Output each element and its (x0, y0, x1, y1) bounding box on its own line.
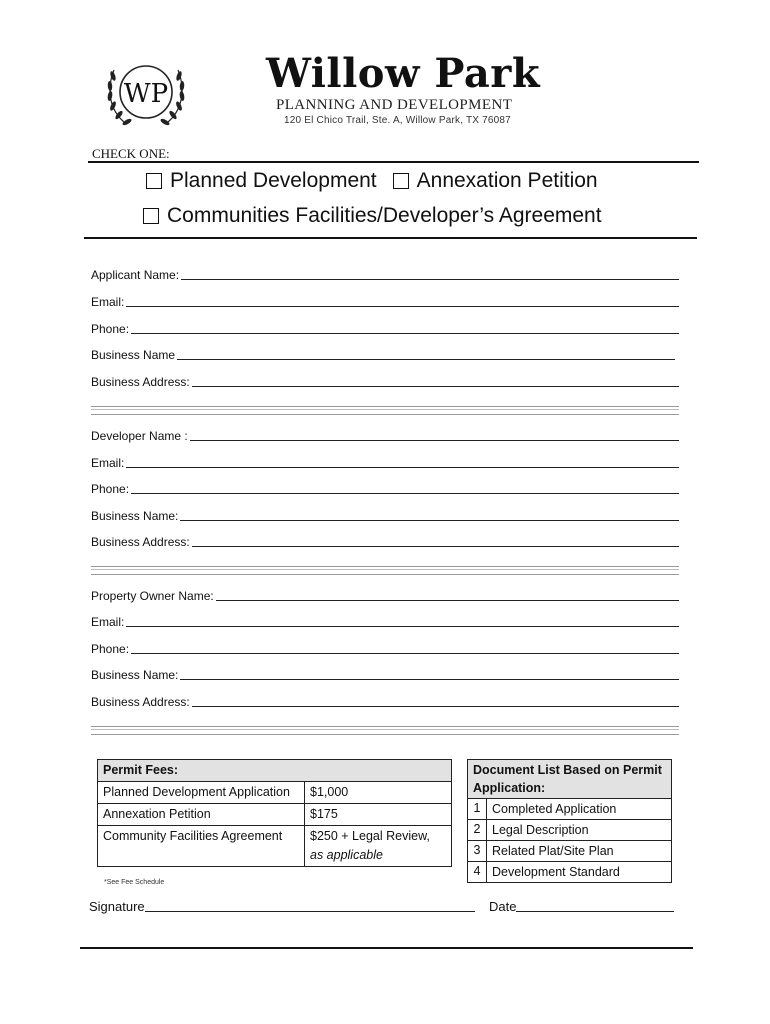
option-community-facilities[interactable] (143, 204, 602, 228)
bottom-rule (80, 947, 693, 949)
owner-business-name-field[interactable] (91, 666, 679, 682)
fee-schedule-note: *See Fee Schedule (104, 879, 165, 886)
checkbox[interactable] (143, 208, 159, 224)
doc-number: 1 (468, 799, 487, 820)
input-line[interactable] (192, 385, 679, 387)
org-name: Willow Park (266, 50, 541, 97)
option-label: Communities Facilities/Developer’s Agreement (167, 204, 602, 227)
table-row (98, 826, 452, 867)
checkbox[interactable] (393, 173, 409, 189)
option-planned-development[interactable] (146, 169, 377, 193)
willow-park-logo (104, 52, 188, 132)
field-label: Email: (91, 615, 125, 629)
fee-item: Planned Development Application (98, 782, 305, 804)
option-annexation-petition[interactable] (393, 169, 598, 193)
field-label: Email: (91, 456, 125, 470)
applicant-business-name-field[interactable] (91, 346, 675, 362)
developer-business-name-field[interactable] (91, 507, 679, 523)
applicant-name-field[interactable] (91, 266, 679, 282)
doc-number: 3 (468, 841, 487, 862)
option-label: Annexation Petition (416, 169, 598, 192)
input-line[interactable] (190, 439, 679, 441)
table-row (468, 799, 672, 820)
input-line[interactable] (177, 358, 675, 360)
logo-initials: WP (123, 79, 169, 109)
field-label: Phone: (91, 482, 130, 496)
developer-business-address-field[interactable] (91, 533, 679, 549)
fee-item: Community Facilities Agreement (98, 826, 305, 867)
input-line[interactable] (131, 332, 679, 334)
option-label: Planned Development (170, 169, 377, 192)
input-line[interactable] (180, 519, 679, 521)
fee-amount: $175 (305, 804, 452, 826)
doc-number: 4 (468, 862, 487, 883)
field-label: Phone: (91, 642, 130, 656)
input-line[interactable] (192, 705, 679, 707)
fee-note: as applicable (310, 848, 383, 862)
input-line[interactable] (126, 466, 679, 468)
table-row (468, 862, 672, 883)
owner-business-address-field[interactable] (91, 693, 679, 709)
org-address: 120 El Chico Trail, Ste. A, Willow Park, TX 76087 (284, 115, 511, 126)
table-row (98, 782, 452, 804)
doc-number: 2 (468, 820, 487, 841)
doc-item: Development Standard (487, 862, 672, 883)
top-rule (88, 161, 699, 163)
checkbox[interactable] (146, 173, 162, 189)
fee-amount: $250 + Legal Review, (310, 829, 430, 843)
applicant-email-field[interactable] (91, 293, 679, 309)
permit-fees-header: Permit Fees: (98, 760, 452, 782)
date-field[interactable] (489, 899, 674, 914)
check-row-2 (143, 204, 602, 228)
org-subtitle: PLANNING AND DEVELOPMENT (276, 97, 513, 113)
table-row (98, 804, 452, 826)
fee-item: Annexation Petition (98, 804, 305, 826)
table-header-row (98, 760, 452, 782)
fee-amount: $1,000 (305, 782, 452, 804)
input-line[interactable] (192, 545, 679, 547)
developer-name-field[interactable] (91, 427, 679, 443)
applicant-business-address-field[interactable] (91, 373, 679, 389)
section-divider (91, 406, 679, 415)
check-one-label: CHECK ONE: (92, 146, 170, 161)
table-header-row (468, 760, 672, 799)
field-label: Business Name: (91, 668, 179, 682)
input-line[interactable] (126, 625, 679, 627)
table-row (468, 820, 672, 841)
developer-email-field[interactable] (91, 454, 679, 470)
field-label: Business Address: (91, 695, 190, 709)
section-divider (91, 726, 679, 735)
doc-item: Legal Description (487, 820, 672, 841)
section-divider (91, 566, 679, 575)
doc-item: Related Plat/Site Plan (487, 841, 672, 862)
permit-fees-table (97, 759, 452, 867)
owner-phone-field[interactable] (91, 640, 679, 656)
applicant-phone-field[interactable] (91, 320, 679, 336)
doc-item: Completed Application (487, 799, 672, 820)
input-line[interactable] (216, 599, 679, 601)
field-label: Phone: (91, 322, 130, 336)
field-label: Business Name (91, 348, 176, 362)
document-list-table (467, 759, 672, 883)
signature-line[interactable] (145, 910, 475, 912)
developer-phone-field[interactable] (91, 480, 679, 496)
field-label: Business Name: (91, 509, 179, 523)
field-label: Business Address: (91, 535, 190, 549)
input-line[interactable] (180, 678, 679, 680)
check-row-1 (146, 169, 598, 193)
owner-email-field[interactable] (91, 613, 679, 629)
date-label: Date (489, 899, 517, 914)
signature-label: Signature (89, 899, 145, 914)
input-line[interactable] (181, 278, 679, 280)
field-label: Applicant Name: (91, 268, 180, 282)
field-label: Business Address: (91, 375, 190, 389)
table-row (468, 841, 672, 862)
field-label: Property Owner Name: (91, 589, 214, 603)
signature-field[interactable] (89, 899, 475, 914)
document-list-header: Document List Based on Permit Application: (468, 760, 672, 799)
input-line[interactable] (131, 652, 679, 654)
check-bottom-rule (84, 237, 697, 239)
input-line[interactable] (131, 492, 679, 494)
field-label: Developer Name : (91, 429, 188, 443)
date-line[interactable] (516, 910, 674, 912)
fee-amount-cell (305, 826, 452, 867)
field-label: Email: (91, 295, 125, 309)
owner-name-field[interactable] (91, 587, 679, 603)
input-line[interactable] (126, 305, 679, 307)
